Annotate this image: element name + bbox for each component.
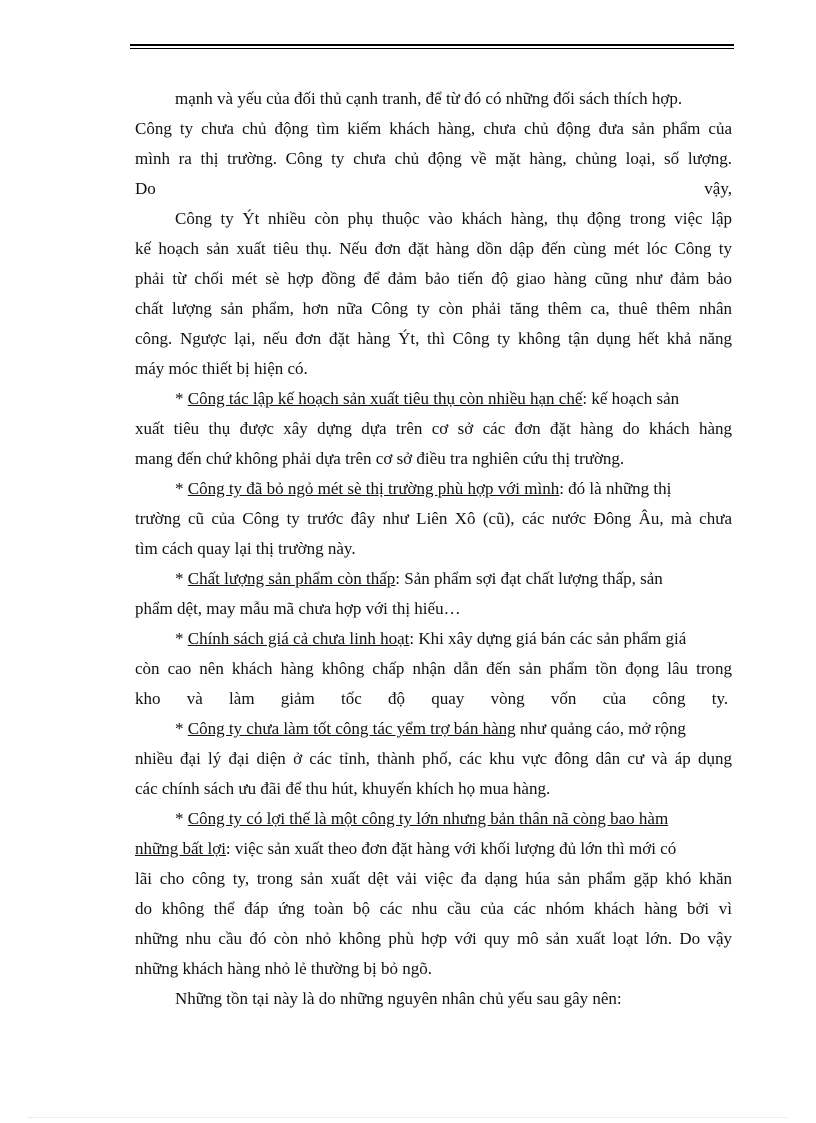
bullet-star: * <box>175 809 188 828</box>
text-span: do không thể đáp ứng toàn bộ các nhu cầu của các nhóm khách hàng bởi vì <box>135 899 732 918</box>
bullet-star: * <box>175 479 188 498</box>
text-line <box>135 894 732 924</box>
text-span: Những tồn tại này là do những nguyên nhân chủ yếu sau gây nên: <box>175 989 622 1008</box>
text-line <box>135 414 732 444</box>
text-span: như quảng cáo, mở rộng <box>515 719 686 738</box>
text-span: Do <box>135 179 156 198</box>
text-line <box>135 264 732 294</box>
text-line <box>135 924 732 954</box>
text-span: phẩm dệt, may mẫu mã chưa hợp với thị hiếu… <box>135 599 461 618</box>
text-span: xuất tiêu thụ được xây dựng dựa trên cơ sở các đơn đặt hàng do khách hàng <box>135 419 732 438</box>
text-line <box>135 234 732 264</box>
text-line <box>135 744 732 774</box>
text-line <box>135 984 732 1014</box>
header-rule-thick <box>130 44 734 46</box>
text-line <box>135 144 732 174</box>
text-line <box>135 114 732 144</box>
document-body <box>135 84 732 1014</box>
text-line <box>135 594 732 624</box>
text-span: : kế hoạch sản <box>582 389 680 408</box>
text-span: : Khi xây dựng giá bán các sản phẩm giá <box>409 629 687 648</box>
text-span: những nhu cầu đó còn nhỏ không phù hợp với quy mô sản xuất loạt lớn. Do vậy <box>135 929 732 948</box>
text-span: còn cao nên khách hàng không chấp nhận dẫn đến sản phẩm tồn đọng lâu trong <box>135 659 732 678</box>
text-line <box>135 204 732 234</box>
text-line <box>135 444 732 474</box>
bullet-star: * <box>175 629 188 648</box>
text-span: kho và làm giảm tốc độ quay vòng vốn của công ty. <box>135 689 729 708</box>
text-span: : việc sản xuất theo đơn đặt hàng với khối lượng đủ lớn thì mới có <box>225 839 677 858</box>
text-line <box>135 954 732 984</box>
bullet-star: * <box>175 719 188 738</box>
bullet-star: * <box>175 569 188 588</box>
text-span: Công ty chưa chủ động tìm kiếm khách hàng, chưa chủ động đưa sản phẩm của <box>135 119 732 138</box>
text-span: phải từ chối mét sè hợp đồng để đảm bảo tiến độ giao hàng cũng như đảm bảo <box>135 269 732 288</box>
text-line <box>135 564 732 594</box>
text-span: lãi cho công ty, trong sản xuất dệt vải việc đa dạng húa sản phẩm gặp khó khăn <box>135 869 732 888</box>
text-line <box>135 774 732 804</box>
text-span: công. Ngược lại, nếu đơn đặt hàng Ýt, thì Công ty không tận dụng hết khả năng <box>135 329 732 348</box>
text-line <box>135 624 732 654</box>
text-span: : đó là những thị <box>559 479 672 498</box>
underlined-heading: Công ty có lợi thế là một công ty lớn nhưng bản thân nã còng bao hàm <box>187 809 669 828</box>
text-line <box>135 354 732 384</box>
text-line <box>135 804 732 834</box>
text-span: Công ty Ýt nhiều còn phụ thuộc vào khách hàng, thụ động trong việc lập <box>175 209 732 228</box>
underlined-heading: Công tác lập kế hoạch sản xuất tiêu thụ còn nhiều hạn chế <box>187 389 583 408</box>
underlined-heading: Chính sách giá cả chưa linh hoạt <box>187 629 410 648</box>
text-line <box>135 84 732 114</box>
text-line <box>135 684 732 714</box>
text-line <box>135 534 732 564</box>
text-span: mang đến chứ không phải dựa trên cơ sở điều tra nghiên cứu thị trường. <box>135 449 625 468</box>
text-line <box>135 174 732 204</box>
text-line <box>135 834 732 864</box>
text-line <box>135 864 732 894</box>
text-span: kế hoạch sản xuất tiêu thụ. Nếu đơn đặt hàng dồn dập đến cùng mét lóc Công ty <box>135 239 732 258</box>
text-line <box>135 714 732 744</box>
underlined-heading: những bất lợi <box>135 839 226 858</box>
footer-dotted-line <box>28 1117 788 1118</box>
text-span: mạnh và yếu của đối thủ cạnh tranh, để từ đó có những đối sách thích hợp. <box>175 89 683 108</box>
text-span: trường cũ của Công ty trước đây như Liên Xô (cũ), các nước Đông Âu, mà chưa <box>135 509 732 528</box>
text-span: máy móc thiết bị hiện có. <box>135 359 308 378</box>
bullet-star: * <box>175 389 188 408</box>
text-span: những khách hàng nhỏ lẻ thường bị bỏ ngõ. <box>135 959 433 978</box>
text-span: tìm cách quay lại thị trường này. <box>135 539 356 558</box>
text-span: vậy, <box>704 179 732 198</box>
text-line <box>135 324 732 354</box>
text-line <box>135 294 732 324</box>
text-span: chất lượng sản phẩm, hơn nữa Công ty còn phải tăng thêm ca, thuê thêm nhân <box>135 299 732 318</box>
text-line <box>135 384 732 414</box>
underlined-heading: Công ty đã bỏ ngỏ mét sè thị trường phù hợp với mình <box>187 479 560 498</box>
text-span: các chính sách ưu đãi để thu hút, khuyến khích họ mua hàng. <box>135 779 551 798</box>
underlined-heading: Công ty chưa làm tốt công tác yểm trợ bán hàng <box>187 719 516 738</box>
header-rule-thin <box>130 48 734 49</box>
text-span: mình ra thị trường. Công ty chưa chủ động về mặt hàng, chủng loại, số lượng. <box>135 149 732 168</box>
text-line <box>135 504 732 534</box>
underlined-heading: Chất lượng sản phẩm còn thấp <box>187 569 396 588</box>
text-span: : Sản phẩm sợi đạt chất lượng thấp, sản <box>395 569 663 588</box>
text-line <box>135 474 732 504</box>
text-line <box>135 654 732 684</box>
text-span: nhiều đại lý đại diện ở các tỉnh, thành phố, các khu vực đông dân cư và áp dụng <box>135 749 732 768</box>
